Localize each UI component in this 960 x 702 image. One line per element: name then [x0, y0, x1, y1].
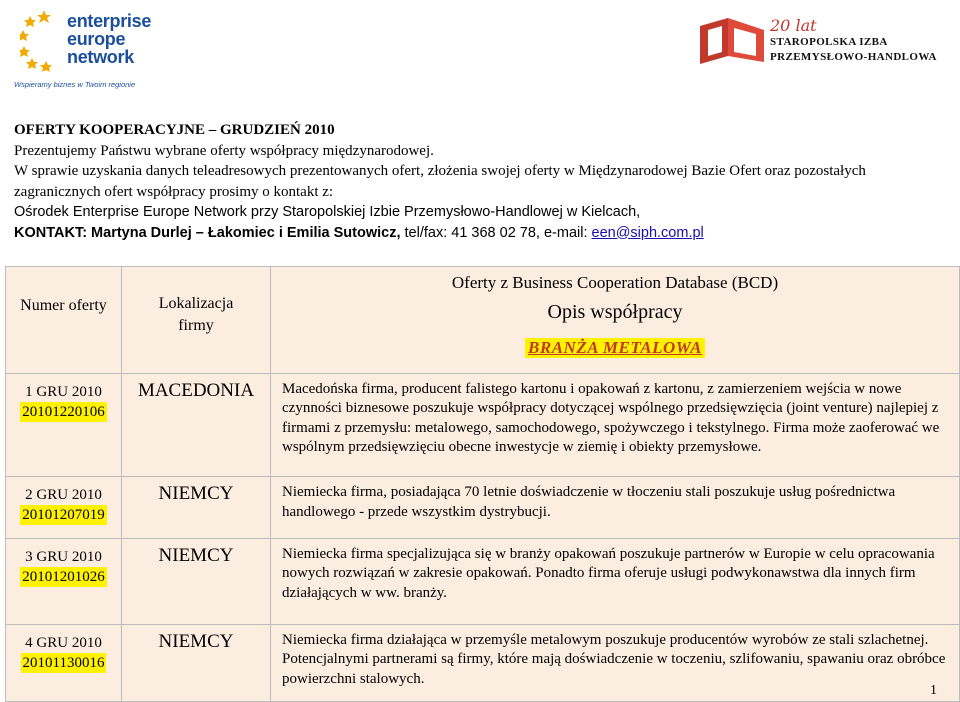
offer-number: [6, 624, 122, 701]
offer-location: NIEMCY: [122, 538, 271, 624]
header-description: [271, 267, 960, 374]
offer-id: 20101201026: [22, 568, 105, 585]
offer-location: MACEDONIA: [122, 373, 271, 477]
offer-number: [6, 373, 122, 477]
email-link[interactable]: een@siph.com.pl: [591, 224, 704, 241]
offer-number: [6, 477, 122, 539]
offer-description: Niemiecka firma, posiadająca 70 letnie doświadczenie w tłoczeniu stali poszukuje usług pośrednictwa handlowego - przede wszystkim dystrybucji.: [271, 477, 960, 539]
sector-label: BRANŻA METALOWA: [525, 338, 705, 358]
header-location: [122, 267, 271, 374]
table-row: [6, 538, 960, 624]
offer-date: 2 GRU 2010: [25, 487, 102, 504]
offer-description: Niemiecka firma specjalizująca się w branży opakowań poszukuje partnerów w Europie w celu opracowania nowych rozwiązań w zakresie opakowań. Ponadto firma oferuje usługi podwykonawstwa dla innych firm działających w ww. branży.: [271, 538, 960, 624]
siph-logo: [698, 14, 938, 74]
een-logo-tagline: Wspieramy biznes w Twoim regionie: [14, 80, 136, 89]
page-number: 1: [930, 683, 937, 698]
offer-date: 4 GRU 2010: [25, 634, 102, 651]
description-title: Opis współpracy: [547, 301, 683, 323]
offer-location: NIEMCY: [122, 624, 271, 701]
offer-date: 1 GRU 2010: [25, 383, 102, 400]
offer-id: 20101220106: [22, 403, 105, 420]
flag-emblem-icon: [698, 16, 766, 66]
offer-id: 20101207019: [22, 507, 105, 524]
table-header-row: [6, 267, 960, 374]
offer-location: NIEMCY: [122, 477, 271, 539]
een-logo-word-enterprise: enterprise: [67, 11, 152, 31]
intro-contact-request: W sprawie uzyskania danych teleadresowych prezentowanych ofert, złożenia swojej oferty w Międzynarodowej Bazie Ofert oraz pozostałych zagranicznych ofert współpracy prosimy o kontakt z:: [14, 163, 866, 200]
offers-table: [5, 266, 960, 702]
organization-line: Ośrodek Enterprise Europe Network przy Staropolskiej Izbie Przemysłowo-Handlowej w Kielcach,: [14, 204, 641, 220]
table-row: [6, 373, 960, 477]
offer-id: 20101130016: [22, 654, 105, 671]
offer-description: Niemiecka firma działająca w przemyśle metalowym poszukuje producentów wyrobów ze stali szlachetnej. Potencjalnymi partnerami są firmy, które mają doświadczenie w toczeniu, szlifowaniu, spawaniu oraz obróbce powierzchni stalowych.: [271, 624, 960, 701]
offer-description: Macedońska firma, producent falistego kartonu i opakowań z kartonu, z zamierzeniem wejścia w nowe czynności biznesowe poszukuje współpracy dotyczącej wspólnego przedsięwzięcia (joint venture) najlepiej z firmami z przemysłu: metalowego, samochodowego, spożywczego i tekstylnego. Firma może zaoferować we wspólnym przedsięwzięciu obecne inwestycje w ziemię i obiekty przemysłowe.: [271, 373, 960, 477]
offer-date: 3 GRU 2010: [25, 548, 102, 565]
intro-section: [14, 120, 944, 243]
een-logo-word-europe: europe: [67, 29, 126, 49]
header-number-label: Numer oferty: [20, 297, 107, 314]
contact-names: KONTAKT: Martyna Durlej – Łakomiec i Emilia Sutowicz,: [14, 224, 401, 241]
een-logo-word-network: network: [67, 47, 134, 67]
header-number: [6, 267, 122, 374]
star-circle-icon: [20, 8, 68, 72]
siph-name-line2: PRZEMYSŁOWO-HANDLOWA: [770, 51, 937, 63]
header-location-label: Lokalizacja firmy: [158, 295, 234, 334]
database-title: Oferty z Business Cooperation Database (BCD): [451, 273, 779, 292]
intro-line: Prezentujemy Państwu wybrane oferty współpracy międzynarodowej.: [14, 142, 434, 159]
siph-name-line1: STAROPOLSKA IZBA: [770, 36, 888, 48]
siph-anniversary-label: 20 lat: [770, 16, 817, 35]
table-row: [6, 477, 960, 539]
document-title: OFERTY KOOPERACYJNE – GRUDZIEŃ 2010: [14, 122, 335, 138]
table-row: [6, 624, 960, 701]
contact-line: [14, 223, 944, 244]
offer-number: [6, 538, 122, 624]
contact-phone: tel/fax: 41 368 02 78, e-mail:: [400, 224, 592, 241]
